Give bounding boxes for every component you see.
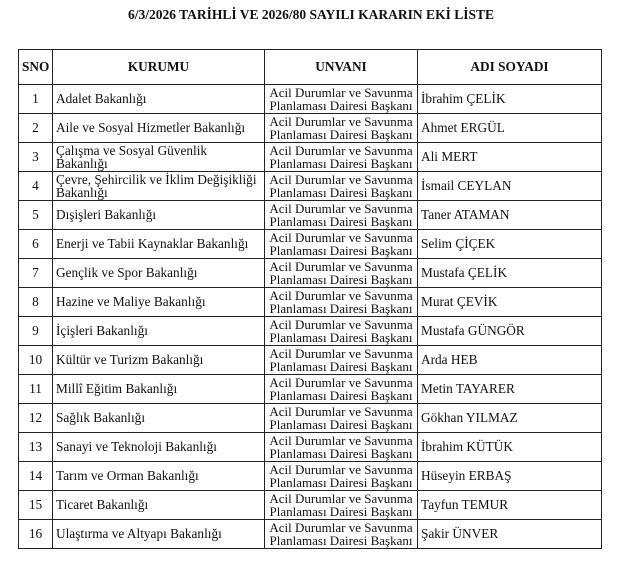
cell-kurumu: Ulaştırma ve Altyapı Bakanlığı [53, 520, 265, 549]
unvani-line-2: Planlaması Dairesi Başkanı [269, 504, 413, 519]
cell-unvani [265, 433, 418, 462]
table-row [19, 201, 602, 230]
unvani-line-1: Acil Durumlar ve Savunma [269, 432, 413, 448]
cell-sno: 1 [19, 85, 53, 114]
unvani-line-1: Acil Durumlar ve Savunma [269, 461, 413, 477]
cell-unvani [265, 143, 418, 172]
unvani-line-1: Acil Durumlar ve Savunma [269, 403, 413, 419]
document-title: 6/3/2026 TARİHLİ VE 2026/80 SAYILI KARARIN EKİ LİSTE [128, 7, 494, 22]
unvani-line-1: Acil Durumlar ve Savunma [269, 519, 413, 535]
cell-kurumu: Gençlik ve Spor Bakanlığı [53, 259, 265, 288]
cell-kurumu: İçişleri Bakanlığı [53, 317, 265, 346]
cell-unvani [265, 375, 418, 404]
unvani-line-2: Planlaması Dairesi Başkanı [269, 127, 413, 142]
table-body [19, 85, 602, 549]
unvani-line-2: Planlaması Dairesi Başkanı [269, 98, 413, 113]
table-row [19, 491, 602, 520]
table-row [19, 462, 602, 491]
table-header-row [19, 50, 602, 85]
unvani-line-2: Planlaması Dairesi Başkanı [269, 417, 413, 432]
unvani-line-2: Planlaması Dairesi Başkanı [269, 475, 413, 490]
table-row [19, 230, 602, 259]
cell-adi-soyadi: Metin TAYARER [418, 375, 602, 404]
cell-unvani [265, 462, 418, 491]
unvani-line-2: Planlaması Dairesi Başkanı [269, 388, 413, 403]
cell-sno: 9 [19, 317, 53, 346]
table-row [19, 404, 602, 433]
cell-unvani [265, 85, 418, 114]
table-row [19, 288, 602, 317]
cell-unvani [265, 114, 418, 143]
unvani-line-1: Acil Durumlar ve Savunma [269, 229, 413, 245]
cell-kurumu: Çalışma ve Sosyal Güvenlik Bakanlığı [53, 143, 265, 172]
cell-sno: 4 [19, 172, 53, 201]
cell-sno: 16 [19, 520, 53, 549]
cell-unvani [265, 288, 418, 317]
cell-unvani [265, 230, 418, 259]
cell-sno: 12 [19, 404, 53, 433]
table-row [19, 85, 602, 114]
cell-adi-soyadi: Tayfun TEMUR [418, 491, 602, 520]
cell-sno: 2 [19, 114, 53, 143]
cell-sno: 8 [19, 288, 53, 317]
unvani-line-2: Planlaması Dairesi Başkanı [269, 156, 413, 171]
unvani-line-1: Acil Durumlar ve Savunma [269, 374, 413, 390]
cell-adi-soyadi: İbrahim ÇELİK [418, 85, 602, 114]
cell-sno: 14 [19, 462, 53, 491]
cell-adi-soyadi: İsmail CEYLAN [418, 172, 602, 201]
cell-kurumu: Kültür ve Turizm Bakanlığı [53, 346, 265, 375]
cell-sno: 15 [19, 491, 53, 520]
unvani-line-2: Planlaması Dairesi Başkanı [269, 272, 413, 287]
table-row [19, 520, 602, 549]
table-row [19, 259, 602, 288]
header-kurumu: KURUMU [53, 50, 265, 85]
unvani-line-2: Planlaması Dairesi Başkanı [269, 330, 413, 345]
cell-unvani [265, 491, 418, 520]
cell-unvani [265, 317, 418, 346]
cell-kurumu: Sağlık Bakanlığı [53, 404, 265, 433]
cell-adi-soyadi: Gökhan YILMAZ [418, 404, 602, 433]
unvani-line-1: Acil Durumlar ve Savunma [269, 316, 413, 332]
cell-unvani [265, 201, 418, 230]
unvani-line-2: Planlaması Dairesi Başkanı [269, 214, 413, 229]
cell-adi-soyadi: Şakir ÜNVER [418, 520, 602, 549]
table-row [19, 172, 602, 201]
unvani-line-2: Planlaması Dairesi Başkanı [269, 185, 413, 200]
cell-unvani [265, 520, 418, 549]
cell-sno: 10 [19, 346, 53, 375]
cell-kurumu: Tarım ve Orman Bakanlığı [53, 462, 265, 491]
table-row [19, 143, 602, 172]
cell-adi-soyadi: İbrahim KÜTÜK [418, 433, 602, 462]
table-row [19, 317, 602, 346]
unvani-line-1: Acil Durumlar ve Savunma [269, 171, 413, 187]
unvani-line-2: Planlaması Dairesi Başkanı [269, 533, 413, 548]
cell-unvani [265, 346, 418, 375]
cell-adi-soyadi: Murat ÇEVİK [418, 288, 602, 317]
unvani-line-1: Acil Durumlar ve Savunma [269, 113, 413, 129]
unvani-line-2: Planlaması Dairesi Başkanı [269, 301, 413, 316]
unvani-line-1: Acil Durumlar ve Savunma [269, 200, 413, 216]
cell-sno: 3 [19, 143, 53, 172]
cell-adi-soyadi: Selim ÇİÇEK [418, 230, 602, 259]
cell-adi-soyadi: Hüseyin ERBAŞ [418, 462, 602, 491]
cell-adi-soyadi: Mustafa GÜNGÖR [418, 317, 602, 346]
cell-sno: 13 [19, 433, 53, 462]
unvani-line-1: Acil Durumlar ve Savunma [269, 490, 413, 506]
cell-kurumu: Adalet Bakanlığı [53, 85, 265, 114]
cell-adi-soyadi: Mustafa ÇELİK [418, 259, 602, 288]
cell-unvani [265, 172, 418, 201]
header-sno: SNO [19, 50, 53, 85]
cell-unvani [265, 259, 418, 288]
cell-kurumu: Aile ve Sosyal Hizmetler Bakanlığı [53, 114, 265, 143]
unvani-line-1: Acil Durumlar ve Savunma [269, 287, 413, 303]
cell-kurumu: Hazine ve Maliye Bakanlığı [53, 288, 265, 317]
cell-kurumu: Sanayi ve Teknoloji Bakanlığı [53, 433, 265, 462]
cell-kurumu: Ticaret Bakanlığı [53, 491, 265, 520]
cell-sno: 5 [19, 201, 53, 230]
unvani-line-2: Planlaması Dairesi Başkanı [269, 359, 413, 374]
cell-kurumu: Enerji ve Tabii Kaynaklar Bakanlığı [53, 230, 265, 259]
table-row [19, 114, 602, 143]
table-row [19, 346, 602, 375]
cell-adi-soyadi: Ali MERT [418, 143, 602, 172]
appointment-list-table [18, 49, 602, 549]
header-adi-soyadi: ADI SOYADI [418, 50, 602, 85]
cell-sno: 6 [19, 230, 53, 259]
cell-adi-soyadi: Arda HEB [418, 346, 602, 375]
header-unvani: UNVANI [265, 50, 418, 85]
unvani-line-2: Planlaması Dairesi Başkanı [269, 446, 413, 461]
cell-kurumu: Çevre, Şehircilik ve İklim Değişikliği Bakanlığı [53, 172, 265, 201]
cell-unvani [265, 404, 418, 433]
cell-adi-soyadi: Ahmet ERGÜL [418, 114, 602, 143]
unvani-line-1: Acil Durumlar ve Savunma [269, 258, 413, 274]
unvani-line-1: Acil Durumlar ve Savunma [269, 142, 413, 158]
table-row [19, 433, 602, 462]
unvani-line-1: Acil Durumlar ve Savunma [269, 84, 413, 100]
cell-sno: 11 [19, 375, 53, 404]
unvani-line-1: Acil Durumlar ve Savunma [269, 345, 413, 361]
cell-kurumu: Dışişleri Bakanlığı [53, 201, 265, 230]
cell-kurumu: Millî Eğitim Bakanlığı [53, 375, 265, 404]
table-row [19, 375, 602, 404]
cell-adi-soyadi: Taner ATAMAN [418, 201, 602, 230]
unvani-line-2: Planlaması Dairesi Başkanı [269, 243, 413, 258]
cell-sno: 7 [19, 259, 53, 288]
